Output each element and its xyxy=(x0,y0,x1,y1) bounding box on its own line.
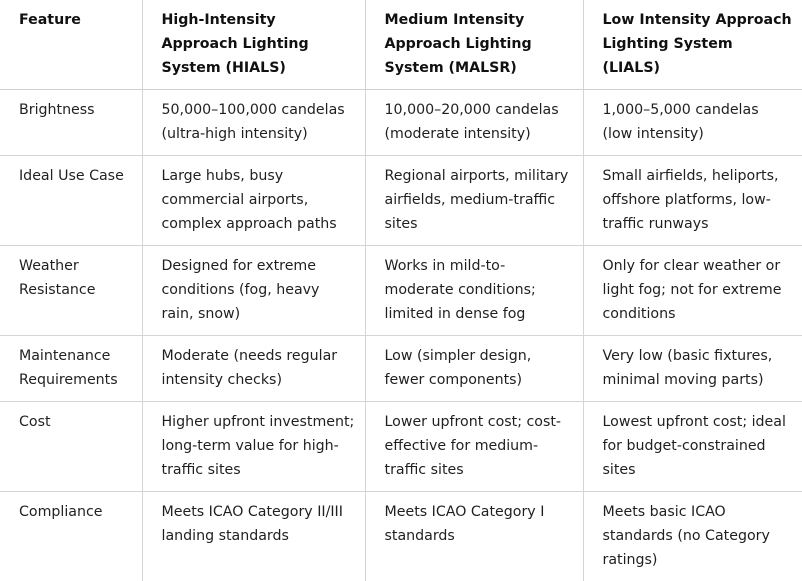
table-row xyxy=(0,402,802,492)
header-feature: Feature xyxy=(0,0,142,90)
row-label-ideal-use-case: Ideal Use Case xyxy=(0,156,142,246)
table-row xyxy=(0,246,802,336)
cell-malsr: Regional airports, military airfields, medium-traffic sites xyxy=(365,156,583,246)
row-label-maintenance-requirements: Maintenance Requirements xyxy=(0,336,142,402)
table-row xyxy=(0,492,802,581)
row-label-compliance: Compliance xyxy=(0,492,142,581)
cell-hials: Moderate (needs regular intensity checks) xyxy=(142,336,365,402)
row-label-brightness: Brightness xyxy=(0,90,142,156)
cell-lials: 1,000–5,000 candelas (low intensity) xyxy=(583,90,802,156)
table-row xyxy=(0,336,802,402)
cell-lials: Lowest upfront cost; ideal for budget-constrained sites xyxy=(583,402,802,492)
cell-hials: 50,000–100,000 candelas (ultra-high intensity) xyxy=(142,90,365,156)
row-label-weather-resistance: Weather Resistance xyxy=(0,246,142,336)
cell-hials: Higher upfront investment; long-term value for high-traffic sites xyxy=(142,402,365,492)
table-row xyxy=(0,156,802,246)
header-row xyxy=(0,0,802,90)
cell-lials: Only for clear weather or light fog; not for extreme conditions xyxy=(583,246,802,336)
cell-malsr: Lower upfront cost; cost-effective for medium-traffic sites xyxy=(365,402,583,492)
cell-malsr: 10,000–20,000 candelas (moderate intensity) xyxy=(365,90,583,156)
table-row xyxy=(0,90,802,156)
cell-hials: Meets ICAO Category II/III landing standards xyxy=(142,492,365,581)
cell-malsr: Works in mild-to-moderate conditions; limited in dense fog xyxy=(365,246,583,336)
row-label-cost: Cost xyxy=(0,402,142,492)
cell-malsr: Low (simpler design, fewer components) xyxy=(365,336,583,402)
header-malsr: Medium Intensity Approach Lighting System (MALSR) xyxy=(365,0,583,90)
cell-hials: Designed for extreme conditions (fog, heavy rain, snow) xyxy=(142,246,365,336)
cell-lials: Meets basic ICAO standards (no Category ratings) xyxy=(583,492,802,581)
header-lials: Low Intensity Approach Lighting System (LIALS) xyxy=(583,0,802,90)
header-hials: High-Intensity Approach Lighting System (HIALS) xyxy=(142,0,365,90)
cell-lials: Very low (basic fixtures, minimal moving parts) xyxy=(583,336,802,402)
cell-hials: Large hubs, busy commercial airports, complex approach paths xyxy=(142,156,365,246)
cell-malsr: Meets ICAO Category I standards xyxy=(365,492,583,581)
cell-lials: Small airfields, heliports, offshore platforms, low-traffic runways xyxy=(583,156,802,246)
